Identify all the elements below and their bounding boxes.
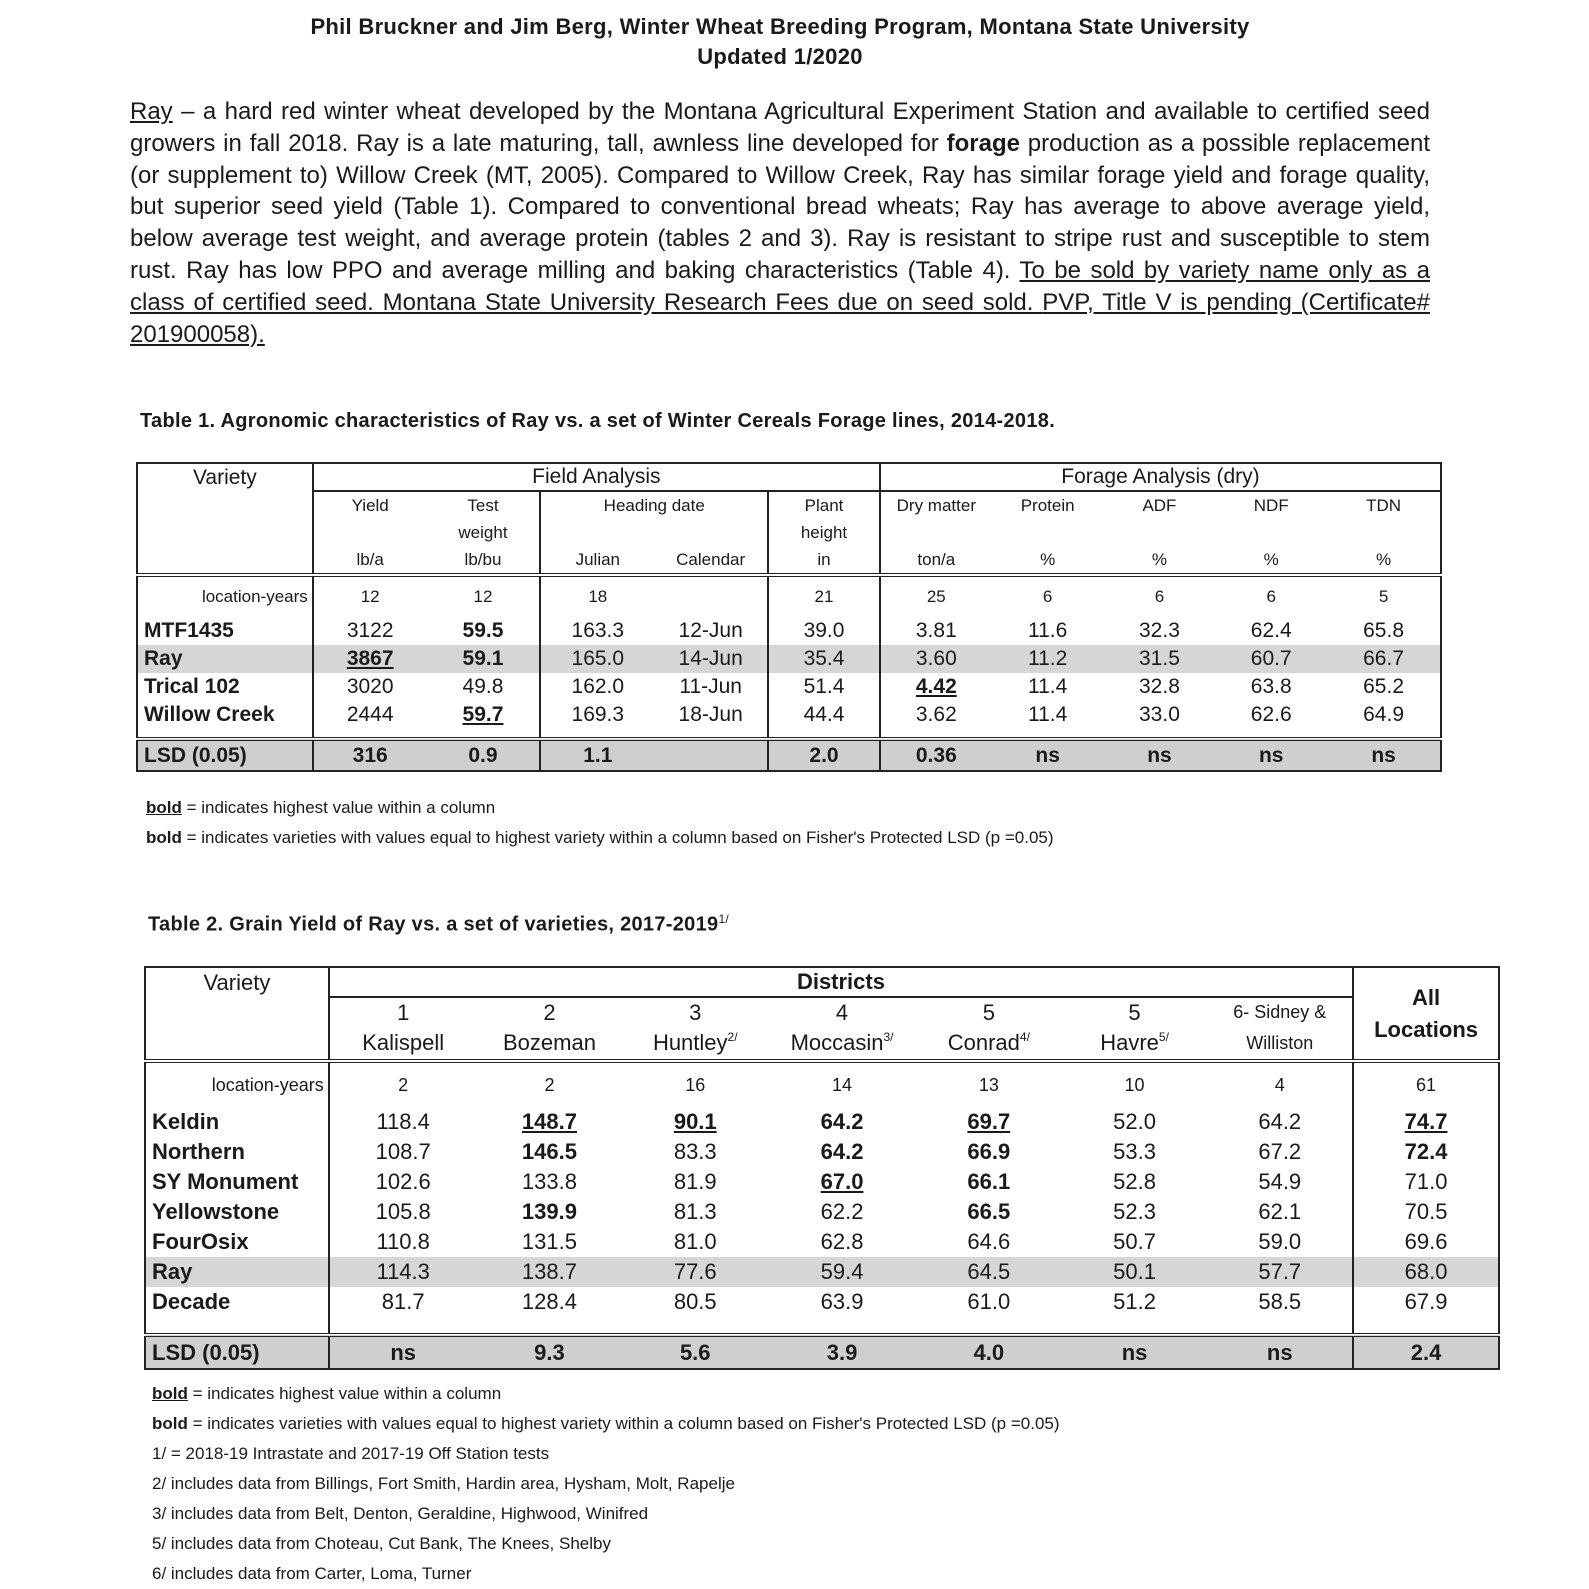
- table1-cell: 162.0: [571, 675, 625, 698]
- table1-cell: 18-Jun: [654, 701, 768, 729]
- t1-locyears: 5: [1327, 575, 1441, 617]
- table2-cell: 62.2: [820, 1199, 864, 1224]
- t2-locyears: 61: [1353, 1061, 1499, 1107]
- t2-lsd-value: 5.6: [622, 1335, 768, 1369]
- table1-row: [137, 645, 1441, 673]
- t2-lsd-value: 3.9: [768, 1335, 916, 1369]
- table2-row: [145, 1137, 1499, 1167]
- table2-cell: 108.7: [375, 1139, 431, 1164]
- district-number: 1: [397, 999, 410, 1025]
- table2-cell: 67.9: [1353, 1287, 1499, 1317]
- table2-caption-footnote: 1/: [718, 912, 730, 926]
- district-name: [477, 1027, 623, 1061]
- table1-cell: 3.81: [915, 619, 957, 642]
- district-footnote: 4/: [1019, 1030, 1030, 1044]
- variety-name: Yellowstone: [145, 1197, 329, 1227]
- t1-locyears: 6: [1042, 587, 1053, 606]
- table1-cell: 32.8: [1139, 675, 1180, 698]
- table2-cell: 80.5: [673, 1289, 717, 1314]
- district-name: [768, 1027, 916, 1061]
- table2-cell: 102.6: [375, 1169, 431, 1194]
- t1u-yield: lb/a: [313, 547, 427, 575]
- table1-cell: 33.0: [1139, 703, 1180, 726]
- table1-cell: 11-Jun: [654, 673, 768, 701]
- table2-cell: 71.0: [1353, 1167, 1499, 1197]
- table2-cell: 67.0: [820, 1169, 864, 1194]
- table2-districts: Districts: [329, 967, 1353, 997]
- district-name: [329, 1027, 477, 1061]
- table2-cell: 52.3: [1113, 1199, 1156, 1224]
- table1-cell: 165.0: [540, 645, 654, 673]
- t1h-weight: weight: [427, 519, 541, 547]
- table2-cell: 66.9: [967, 1139, 1011, 1164]
- table2-cell: 64.2: [1207, 1107, 1353, 1137]
- locations-label: Locations: [1374, 1016, 1478, 1042]
- t2-locyears: 14: [832, 1074, 853, 1095]
- table1-cell: 3867: [313, 645, 427, 673]
- note-text: = indicates highest value within a column: [181, 798, 496, 817]
- intro-pvp-note: PVP, Title V is pending (Certificate# 201900058).: [130, 288, 1430, 348]
- table1-row: [137, 673, 1441, 701]
- table2-cell: 131.5: [521, 1229, 577, 1254]
- table2-row: [145, 1227, 1499, 1257]
- district-location: Conrad: [947, 1030, 1020, 1055]
- t1-lsd-value: ns: [992, 739, 1104, 771]
- table1-cell: 39.0: [768, 617, 880, 645]
- table2-cell: 77.6: [622, 1257, 768, 1287]
- table2-cell: 68.0: [1353, 1257, 1499, 1287]
- variety-name: MTF1435: [137, 617, 313, 645]
- table2-row: [145, 1167, 1499, 1197]
- table2-cell: 83.3: [673, 1139, 717, 1164]
- variety-name: Keldin: [145, 1107, 329, 1137]
- district-location: Williston: [1246, 1032, 1314, 1053]
- t2-lsd-value: ns: [329, 1335, 477, 1369]
- variety-name: Trical 102: [137, 673, 313, 701]
- table2-cell: 67.2: [1207, 1137, 1353, 1167]
- t1-lsd-label: LSD (0.05): [137, 739, 313, 771]
- table2-cell: 66.5: [967, 1199, 1011, 1224]
- table1-cell: 3.60: [880, 645, 992, 673]
- variety-name: Northern: [145, 1137, 329, 1167]
- variety-name: FourOsix: [145, 1227, 329, 1257]
- t1u-calendar: Calendar: [654, 547, 768, 575]
- table1-cell: 11.4: [1027, 675, 1068, 698]
- table1-cell: 59.5: [427, 617, 541, 645]
- table2-cell: 146.5: [521, 1139, 577, 1164]
- table2-cell: 105.8: [375, 1199, 431, 1224]
- table1-cell: 32.3: [1139, 619, 1180, 642]
- intro-text-2: production as a possible replacement (or supplement to) Willow Creek (MT, 2005). Compared to Willow Creek, Ray has similar forage yield and forage quality, but superior seed yield (Table 1). Compared to conventional bread wheats; Ray has average to above average yield, below average test weight, and average protein (tables 2 and 3). Ray is resistant to stripe rust and susceptible to stem rust. Ray has low PPO and average milling and baking characteristics (Table 4).: [130, 129, 1430, 284]
- table1-caption: Table 1. Agronomic characteristics of Ray vs. a set of Winter Cereals Forage lines, 2014-2018.: [140, 410, 1056, 432]
- table2-row: [145, 1197, 1499, 1227]
- table2-cell: 81.3: [673, 1199, 717, 1224]
- table1-cell: 66.7: [1327, 645, 1441, 673]
- table2-cell: 63.9: [820, 1289, 864, 1314]
- table2-caption-text: Table 2. Grain Yield of Ray vs. a set of varieties, 2017-2019: [148, 913, 719, 936]
- t1-locyears: 6: [1154, 587, 1165, 606]
- t2-locyears: 2: [398, 1074, 409, 1095]
- t1h-ndf: NDF: [1253, 495, 1289, 515]
- t1-lsd-value: ns: [1327, 739, 1441, 771]
- table2-cell: 64.5: [916, 1257, 1062, 1287]
- t2-locyears: 4: [1207, 1061, 1353, 1107]
- table2-cell: 50.1: [1062, 1257, 1208, 1287]
- t1u-adf: %: [1104, 547, 1216, 575]
- t1-locyears: 18: [588, 587, 608, 606]
- t1-locyears: 12: [427, 575, 541, 617]
- table1-cell: 2444: [346, 703, 394, 726]
- district-number: 3: [689, 999, 702, 1025]
- table2-cell: 81.9: [673, 1169, 717, 1194]
- t1h-plant: Plant: [768, 491, 880, 519]
- t2-locyears: 16: [685, 1074, 706, 1095]
- table1-cell: 59.7: [427, 701, 541, 729]
- t1u-height: in: [768, 547, 880, 575]
- t1-lsd-value: 0.9: [427, 739, 541, 771]
- intro-forage: forage: [946, 129, 1020, 157]
- table1-row: [137, 701, 1441, 729]
- district-footnote: 5/: [1158, 1030, 1169, 1044]
- t1u-dry-matter: ton/a: [880, 547, 992, 575]
- t1-lsd-value: 316: [313, 739, 427, 771]
- t1u-ndf: %: [1215, 547, 1327, 575]
- footnote-6: 6/ includes data from Carter, Loma, Turner: [152, 1564, 472, 1583]
- table2-cell: 58.5: [1207, 1287, 1353, 1317]
- note-text: = indicates varieties with values equal to highest variety within a column based on Fisher's Protected LSD (p =0.05): [181, 828, 1054, 847]
- note-text: = indicates highest value within a column: [187, 1384, 502, 1403]
- table2-cell: 61.0: [967, 1289, 1011, 1314]
- t2-lsd-value: 9.3: [477, 1335, 623, 1369]
- t1h-yield: Yield: [351, 495, 389, 515]
- table2-cell: 110.8: [376, 1229, 430, 1254]
- district-name: [622, 1027, 768, 1061]
- table2-variety-header: Variety: [145, 967, 329, 1061]
- t1h-height: height: [768, 519, 880, 547]
- t1u-protein: %: [992, 547, 1104, 575]
- t1-locyears: 6: [1266, 587, 1276, 606]
- table2-cell: 54.9: [1207, 1167, 1353, 1197]
- t1h-dry-matter: Dry matter: [896, 495, 976, 515]
- table2-cell: 69.6: [1353, 1227, 1499, 1257]
- table2-cell: 81.0: [673, 1229, 717, 1254]
- footnote-2: 2/ includes data from Billings, Fort Smith, Hardin area, Hysham, Molt, Rapelje: [152, 1474, 735, 1493]
- table2-cell: 51.2: [1113, 1289, 1156, 1314]
- table1-cell: 65.8: [1327, 617, 1441, 645]
- t1-locyears: [654, 575, 768, 617]
- table2-cell: 138.7: [477, 1257, 623, 1287]
- table2-cell: 139.9: [521, 1199, 577, 1224]
- table1-forage-analysis: Forage Analysis (dry): [880, 463, 1441, 491]
- table2-cell: 66.1: [967, 1169, 1011, 1194]
- district-footnote: 2/: [727, 1030, 738, 1044]
- t1h-protein: Protein: [1020, 495, 1075, 515]
- variety-name: Ray: [130, 98, 173, 125]
- table1-cell: 169.3: [571, 703, 625, 726]
- footnote-1: 1/ = 2018-19 Intrastate and 2017-19 Off Station tests: [152, 1444, 550, 1463]
- district-name: [1062, 1027, 1208, 1061]
- footnote-5: 5/ includes data from Choteau, Cut Bank, The Knees, Shelby: [152, 1534, 611, 1553]
- variety-name: SY Monument: [145, 1167, 329, 1197]
- district-location: Huntley: [652, 1030, 728, 1055]
- variety-name: Decade: [145, 1287, 329, 1317]
- table1-cell: 62.4: [1250, 619, 1292, 642]
- table1-cell: 49.8: [427, 673, 541, 701]
- all-label: All: [1411, 984, 1441, 1010]
- footnote-3: 3/ includes data from Belt, Denton, Geraldine, Highwood, Winifred: [152, 1504, 649, 1523]
- t1-lsd-value: 1.1: [540, 739, 654, 771]
- table2-cell: 133.8: [521, 1169, 577, 1194]
- table1-row: [137, 617, 1441, 645]
- t1-lsd-value: ns: [1215, 739, 1327, 771]
- table2-note-2: [152, 1414, 1060, 1434]
- variety-name: Willow Creek: [137, 701, 313, 729]
- t1-locyears: 25: [926, 587, 946, 606]
- t2-locyears: 2: [544, 1074, 555, 1095]
- table1-cell: 31.5: [1104, 645, 1216, 673]
- header-authors: Phil Bruckner and Jim Berg, Winter Wheat Breeding Program, Montana State University: [310, 14, 1250, 39]
- table2-cell: 52.8: [1113, 1169, 1156, 1194]
- table2-caption: [148, 912, 729, 937]
- table2-cell: 62.1: [1207, 1197, 1353, 1227]
- table2-note-1: [152, 1384, 501, 1404]
- note-bold: bold: [152, 1414, 188, 1433]
- table1-cell: 3020: [346, 675, 394, 698]
- table2-cell: 64.2: [820, 1109, 864, 1134]
- table2-cell: 72.4: [1353, 1137, 1499, 1167]
- t1-locyears: 21: [768, 575, 880, 617]
- table2-cell: 57.7: [1207, 1257, 1353, 1287]
- table1-note-2: [146, 828, 1054, 848]
- table1-cell: 3122: [346, 619, 394, 642]
- note-bold: bold: [146, 828, 182, 847]
- table1-cell: 64.9: [1327, 701, 1441, 729]
- table1-cell: 62.6: [1250, 703, 1292, 726]
- table1-cell: 163.3: [571, 619, 625, 642]
- table1-cell: 65.2: [1327, 673, 1441, 701]
- t1u-julian: Julian: [540, 547, 654, 575]
- table1-cell: 11.2: [992, 645, 1104, 673]
- district-footnote: 3/: [883, 1030, 894, 1044]
- table2-cell: 69.7: [967, 1109, 1011, 1134]
- table2-cell: 50.7: [1113, 1229, 1156, 1254]
- t1-lsd-value: [654, 739, 768, 771]
- district-number: 6- Sidney &: [1207, 997, 1353, 1027]
- table1-cell: 4.42: [915, 675, 957, 698]
- table1-field-analysis: Field Analysis: [313, 463, 880, 491]
- table2-row: [145, 1257, 1499, 1287]
- district-name: [916, 1027, 1062, 1061]
- intro-text-1: – a hard red winter wheat developed by the Montana Agricultural Experiment Station and available to certified seed growers in fall 2018. Ray is a late maturing, tall, awnless line developed for: [130, 98, 1430, 157]
- t1-lsd-value: 0.36: [880, 739, 992, 771]
- t2-locyears-label: location-years: [145, 1061, 329, 1107]
- table2-all-locations: [1353, 967, 1499, 1061]
- table1: [136, 462, 1442, 772]
- table2-cell: 148.7: [521, 1109, 577, 1134]
- table1-cell: 12-Jun: [654, 617, 768, 645]
- table2-cell: 128.4: [521, 1289, 577, 1314]
- table1-note-1: [146, 798, 495, 818]
- variety-name: Ray: [145, 1257, 329, 1287]
- table1-cell: 14-Jun: [654, 645, 768, 673]
- table1-cell: 3.62: [915, 703, 957, 726]
- table2-cell: 59.0: [1207, 1227, 1353, 1257]
- t1-lsd-value: ns: [1104, 739, 1216, 771]
- t1-locyears: 12: [360, 587, 380, 606]
- table2-cell: 90.1: [673, 1109, 717, 1134]
- table1-cell: 11.6: [1027, 619, 1068, 642]
- table2-row: [145, 1287, 1499, 1317]
- district-location: Bozeman: [502, 1030, 596, 1055]
- table2-cell: 114.3: [329, 1257, 477, 1287]
- table2-cell: 59.4: [768, 1257, 916, 1287]
- table1-cell: 63.8: [1250, 675, 1292, 698]
- table1-cell: 51.4: [768, 673, 880, 701]
- t2-lsd-value: 2.4: [1353, 1335, 1499, 1369]
- t2-locyears: 10: [1124, 1074, 1145, 1095]
- note-bold-underlined: bold: [146, 798, 182, 817]
- note-text: = indicates varieties with values equal to highest variety within a column based on Fisher's Protected LSD (p =0.05): [187, 1414, 1060, 1433]
- t2-lsd-value: 4.0: [916, 1335, 1062, 1369]
- intro-paragraph: [130, 96, 1430, 350]
- t2-lsd-value: ns: [1207, 1335, 1353, 1369]
- district-number: 5: [982, 999, 995, 1025]
- t1h-adf: ADF: [1142, 495, 1177, 515]
- variety-name: Ray: [137, 645, 313, 673]
- table2-cell: 70.5: [1353, 1197, 1499, 1227]
- table2-cell: 64.6: [967, 1229, 1011, 1254]
- table1-cell: 59.1: [427, 645, 541, 673]
- t1h-tdn: TDN: [1327, 491, 1441, 519]
- table2-cell: 81.7: [381, 1289, 425, 1314]
- district-number: 2: [543, 999, 556, 1025]
- t1-locyears-label: location-years: [137, 575, 313, 617]
- table2: [144, 966, 1500, 1370]
- district-number: 5: [1128, 999, 1141, 1025]
- table1-variety-header: Variety: [137, 463, 313, 575]
- t1h-heading-date: Heading date: [540, 491, 768, 519]
- table2-cell: 118.4: [376, 1109, 430, 1134]
- t2-locyears: 13: [978, 1074, 999, 1095]
- note-bold-underlined: bold: [152, 1384, 188, 1403]
- table2-cell: 53.3: [1113, 1139, 1156, 1164]
- header-updated: Updated 1/2020: [697, 44, 863, 69]
- t1u-test: lb/bu: [427, 547, 541, 575]
- district-location: Kalispell: [362, 1030, 445, 1055]
- t2-lsd-label: LSD (0.05): [145, 1335, 329, 1369]
- table2-cell: 64.2: [820, 1139, 864, 1164]
- intro-sales-note: To be sold by variety name only as a class of certified seed. Montana State University Research Fees due on seed sold.: [130, 256, 1430, 316]
- table1-cell: 35.4: [768, 645, 880, 673]
- t1u-tdn: %: [1327, 547, 1441, 575]
- table2-cell: 62.8: [820, 1229, 864, 1254]
- district-location: Moccasin: [790, 1030, 884, 1055]
- table1-cell: 60.7: [1215, 645, 1327, 673]
- t1h-test: Test: [427, 491, 541, 519]
- table1-cell: 11.4: [1027, 703, 1068, 726]
- district-location: Havre: [1100, 1030, 1159, 1055]
- table1-cell: 44.4: [768, 701, 880, 729]
- t1-lsd-value: 2.0: [768, 739, 880, 771]
- table2-cell: 52.0: [1113, 1109, 1156, 1134]
- district-number: 4: [835, 999, 849, 1025]
- table2-cell: 74.7: [1353, 1107, 1499, 1137]
- table2-row: [145, 1107, 1499, 1137]
- t2-lsd-value: ns: [1062, 1335, 1208, 1369]
- district-name: [1207, 1027, 1353, 1061]
